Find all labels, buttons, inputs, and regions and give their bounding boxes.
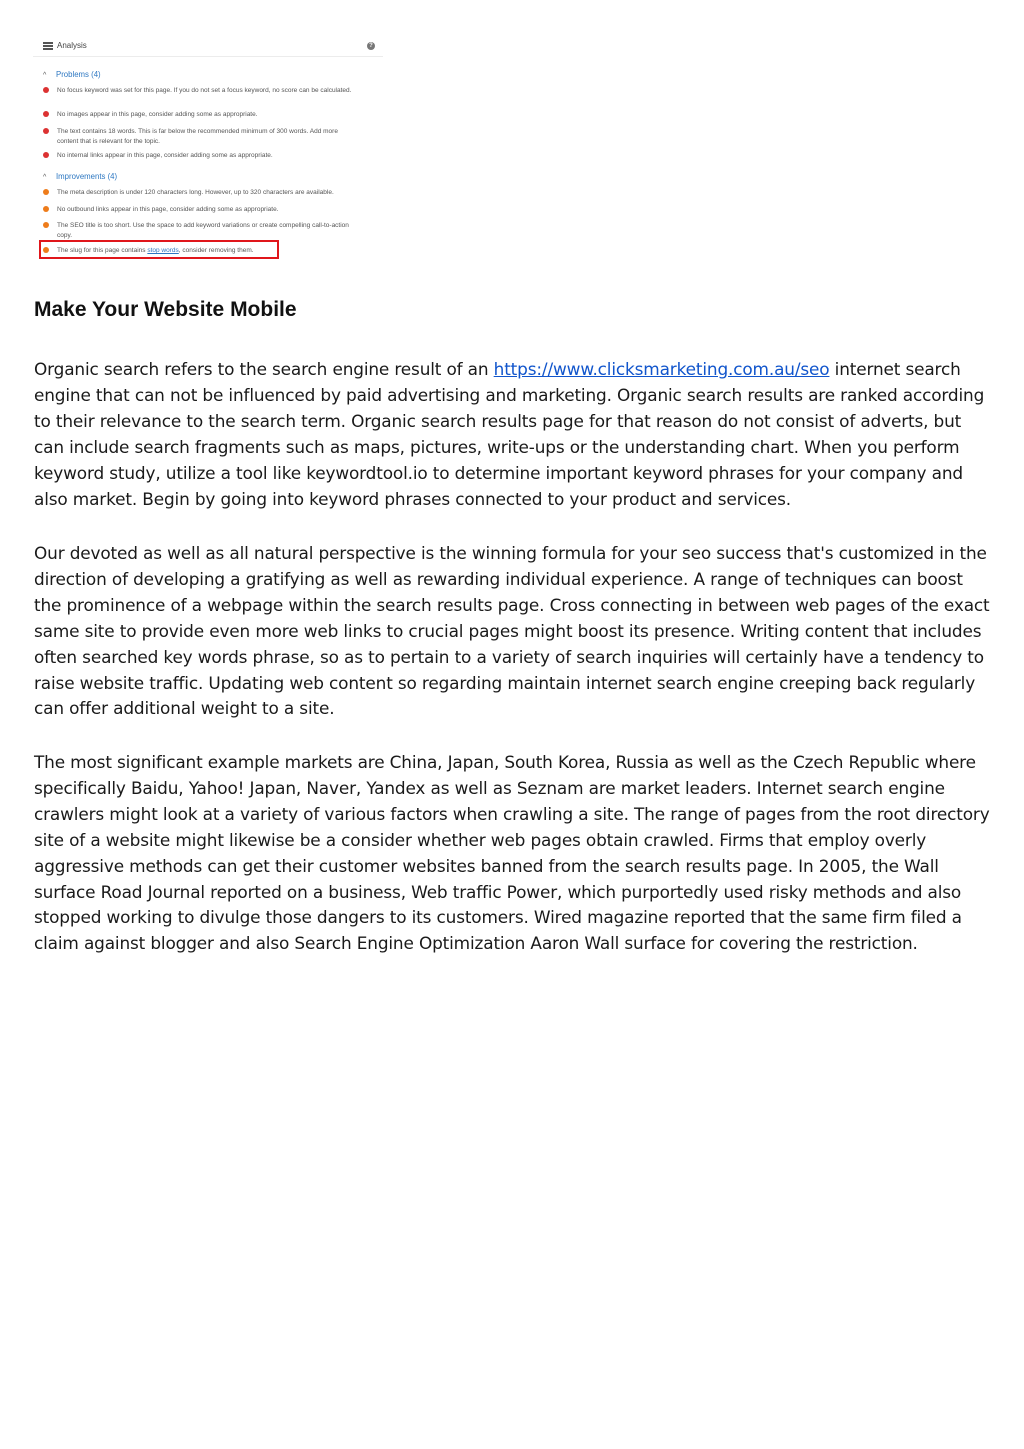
red-bullet-icon — [43, 128, 49, 134]
red-bullet-icon — [43, 87, 49, 93]
paragraph-1-start: Organic search refers to the search engine result of an — [34, 359, 494, 379]
chevron-up-icon: ^ — [43, 174, 47, 181]
problem-text: No internal links appear in this page, consider adding some as appropriate. — [57, 152, 273, 159]
chevron-up-icon: ^ — [43, 72, 47, 79]
improvement-text: The meta description is under 120 characters long. However, up to 320 characters are available. — [57, 189, 334, 196]
paragraph-2: Our devoted as well as all natural perspective is the winning formula for your seo success that's customized in the direction of developing a gratifying as well as rewarding individual experience. A range of techniques can boost the prominence of a webpage within the search results page. Cross connecting in between web pages of the exact same site to provide even more web links to crucial pages might boost its presence. Writing content that includes often searched key words phrase, so as to pertain to a variety of search inquiries will certainly have a tendency to raise website traffic. Updating web content so regarding maintain internet search engine creeping back regularly can offer additional weight to a site. — [34, 543, 990, 719]
highlight-box — [39, 240, 279, 259]
stop-words-link[interactable]: stop words — [147, 247, 179, 254]
problems-toggle[interactable] — [43, 70, 101, 79]
improvements-toggle[interactable] — [43, 172, 117, 181]
slug-text-after: , consider removing them. — [178, 247, 254, 254]
paragraph-3: The most significant example markets are China, Japan, South Korea, Russia as well as the Czech Republic where specifically Baidu, Yahoo! Japan, Naver, Yandex as well as Seznam are market leaders. Internet search engine crawlers might look at a variety of various factors when crawling a site. The range of pages from the root directory site of a website might likewise be a consider whether web pages obtain crawled. Firms that employ overly aggressive methods can get their customer websites banned from the search results page. In 2005, the Wall surface Road Journal reported on a business, Web traffic Power, which purportedly used risky methods and also stopped working to divulge those dangers to its customers. Wired magazine reported that the same firm filed a claim against blogger and also Search Engine Optimization Aaron Wall surface for covering the restriction. — [34, 752, 990, 954]
problem-text: The text contains 18 words. This is far below the recommended minimum of 300 words. Add more content that is relevant for the topic. — [57, 128, 338, 145]
red-bullet-icon — [43, 152, 49, 158]
orange-bullet-icon — [43, 206, 49, 212]
analysis-panel — [33, 36, 383, 264]
article-heading: Make Your Website Mobile — [34, 298, 297, 321]
seo-link[interactable]: https://www.clicksmarketing.com.au/seo — [493, 359, 830, 379]
improvement-text: The SEO title is too short. Use the space to add keyword variations or create compelling call-to-action copy. — [57, 222, 349, 239]
analysis-title: Analysis — [57, 41, 87, 50]
problems-header: Problems (4) — [56, 70, 101, 79]
improvements-header: Improvements (4) — [56, 172, 118, 181]
red-bullet-icon — [43, 111, 49, 117]
improvement-text: No outbound links appear in this page, consider adding some as appropriate. — [57, 206, 279, 213]
help-icon[interactable]: ? — [367, 42, 375, 50]
problem-text: No focus keyword was set for this page. If you do not set a focus keyword, no score can be calculated. — [57, 87, 352, 94]
list-icon — [43, 42, 53, 50]
analysis-header[interactable] — [33, 36, 383, 57]
paragraph-1 — [34, 357, 994, 512]
problem-text: No images appear in this page, consider adding some as appropriate. — [57, 111, 258, 118]
orange-bullet-icon — [43, 189, 49, 195]
slug-text-before: The slug for this page contains — [57, 247, 148, 254]
orange-bullet-icon — [43, 222, 49, 228]
paragraph-1-rest: internet search engine that can not be influenced by paid advertising and marketing. Organic search results are ranked according to their relevance to the search term. Organic search results page for that reason do not consist of adverts, but can include search fragments such as maps, pictures, write-ups or the understanding chart. When you perform keyword study, utilize a tool like keywordtool.io to determine important keyword phrases for your company and also market. Begin by going into keyword phrases connected to your product and services. — [34, 359, 985, 509]
